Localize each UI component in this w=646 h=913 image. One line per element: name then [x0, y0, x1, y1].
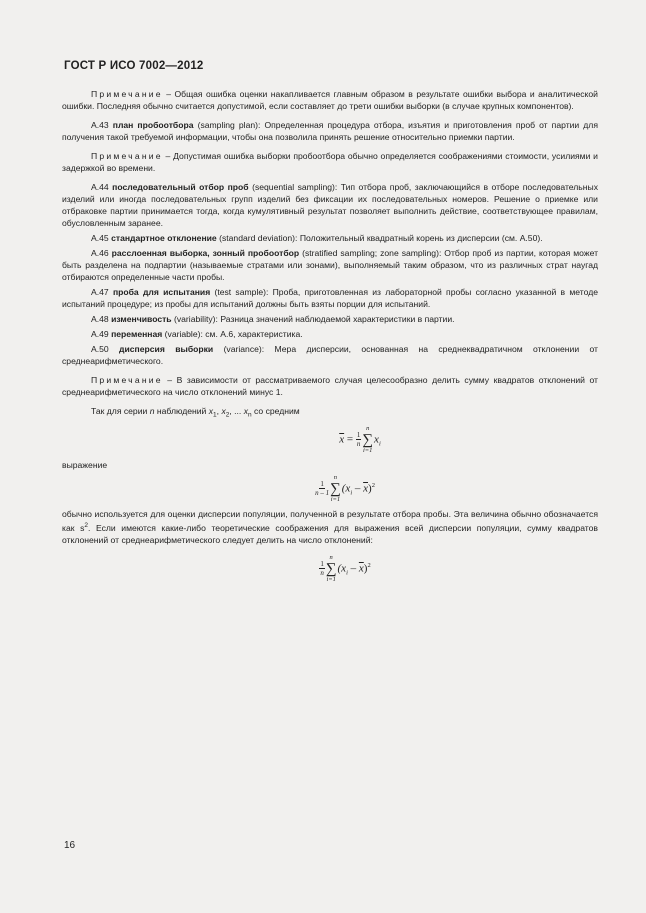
mean-symbol: $\overline{x}$ [339, 433, 345, 446]
note-text: – Допустимая ошибка выборки пробоотбора обычно определяется соображениями стоимости, усилиями и задержкой во времени. [62, 151, 598, 173]
denominator: n [356, 440, 361, 449]
note-text: – В зависимости от рассматриваемого случая целесообразно делить сумму квадратов отклонений от среднеарифметического на число отклонений минус 1. [62, 375, 598, 397]
lower-limit: i=1 [326, 575, 336, 583]
mean-formula [122, 425, 598, 455]
population-variance-formula [92, 554, 598, 584]
subscript: 2 [225, 411, 230, 419]
exponent: 2 [367, 561, 371, 569]
term: изменчивость [111, 314, 172, 324]
note-label: Примечание [91, 151, 163, 161]
definition-a48 [62, 313, 598, 325]
definition-a49 [62, 328, 598, 340]
subscript: i [346, 569, 348, 577]
note-paragraph [62, 374, 598, 398]
clause-number: А.45 [91, 233, 112, 243]
note-label: Примечание [91, 375, 163, 385]
document-body [62, 88, 598, 588]
definition-a44 [62, 181, 598, 229]
definition-text: (test sample): Проба, приготовленная из лабораторной пробы согласно указанной в методе испытаний процедуре; из пробы для испытаний должны быть взяты порции для испытаний. [62, 287, 598, 309]
mean-symbol: $\overline{x}$ [363, 482, 369, 495]
equals-sign: = [346, 433, 354, 446]
denominator: n [320, 569, 324, 578]
text: , ... [229, 406, 244, 416]
lower-limit: i=1 [330, 495, 341, 503]
definition-text: (stratified sampling; zone sampling): Отбор проб из партии, которая может быть разделена на подпартии (называемые стратами или зонами), выполняемый таким образом, что из различных страт наугад отбираются определенные части пробы. [62, 248, 598, 282]
upper-limit: n [329, 553, 333, 561]
summand: x [374, 433, 379, 446]
definition-text: (variable): см. А.6, характеристика. [162, 329, 303, 339]
sample-variance-formula [92, 474, 598, 504]
term: последовательный отбор проб [112, 182, 249, 192]
variable: x [221, 406, 226, 416]
minus-sign: – [352, 482, 364, 495]
term: расслоенная выборка, зонный пробоотбор [111, 248, 300, 258]
term: план пробоотбора [112, 120, 194, 130]
text: со средним [251, 406, 300, 416]
paren: ) [368, 482, 372, 495]
lower-limit: i=1 [362, 446, 373, 454]
variable: n [149, 406, 155, 416]
text: Так для серии [91, 406, 150, 416]
clause-number: А.43 [91, 120, 113, 130]
denominator: n – 1 [315, 489, 330, 498]
series-paragraph: Так для серии n наблюдений $x_1$, $x_2$, ... $x_n$ со средним [91, 406, 300, 419]
term: (x [341, 482, 351, 495]
note-label: Примечание [91, 89, 163, 99]
term: (x [337, 562, 347, 575]
variance-paragraph [62, 508, 598, 546]
fraction [315, 480, 329, 497]
upper-limit: n [333, 473, 338, 481]
clause-number: А.46 [91, 248, 112, 258]
subscript: i [378, 440, 381, 448]
definition-a47 [62, 286, 598, 310]
definition-text: (variability): Разница значений наблюдаемой характеристики в партии. [171, 314, 455, 324]
fraction [319, 560, 325, 577]
clause-number: А.48 [91, 314, 112, 324]
fraction [356, 431, 362, 448]
term: дисперсия выборки [119, 344, 214, 354]
text: . Если имеются какие-либо теоретические соображения для выражения всей дисперсии популяции, сумму квадратов отклонений от среднеарифметического следует делить на число отклонений: [62, 522, 598, 545]
definition-a46 [62, 247, 598, 283]
note-text: – Общая ошибка оценки накапливается главным образом в результате ошибки выбора и аналитической ошибки. Последняя обычно считается допустимой, если составляет до трети ошибки выборки (в случае крупных компонентов). [62, 89, 598, 111]
definition-a50 [62, 343, 598, 367]
exponent: 2 [84, 521, 88, 529]
clause-number: А.49 [91, 329, 112, 339]
text: наблюдений [154, 406, 209, 416]
definition-text: (variance): Мера дисперсии, основанная на среднеквадратичном отклонении от среднеарифметического. [62, 344, 598, 366]
numerator: 1 [320, 480, 324, 489]
expression-label: выражение [62, 459, 108, 470]
sum-sign: n ∑ i=1 [362, 424, 374, 454]
page-number: 16 [64, 840, 76, 851]
note-paragraph [62, 150, 598, 174]
definition-text: (sampling plan): Определенная процедура отбора, изъятия и приготовления проб от партии для получения такой требуемой информации, чтобы она позволила принять решение относительно приемки партии. [62, 120, 598, 142]
variable: x [243, 406, 248, 416]
sum-sign: n ∑ i=1 [330, 473, 341, 503]
sum-sign: n ∑ i=1 [325, 553, 337, 583]
minus-sign: – [347, 562, 359, 575]
definition-text: (standard deviation): Положительный квадратный корень из дисперсии (см. А.50). [216, 233, 543, 243]
clause-number: А.44 [91, 182, 113, 192]
subscript: i [350, 489, 353, 497]
upper-limit: n [366, 424, 370, 432]
clause-number: А.47 [91, 287, 113, 297]
document-header: ГОСТ Р ИСО 7002—2012 [64, 60, 204, 72]
numerator: 1 [320, 560, 324, 569]
numerator: 1 [356, 431, 361, 440]
definition-text: (sequential sampling): Тип отбора проб, заключающийся в отборе последовательных изделий или иногда последовательных групп изделий без фиксации их последовательных номеров. Решение о приемке или отбраковке партии принимается тогда, когда кумулятивный результат позволяет выполнить действие, соответствующее правилам, обусловленным заранее. [62, 182, 598, 228]
paren: ) [363, 562, 368, 575]
text: обычно используется для оценки дисперсии популяции, полученной в результате отбора пробы. Эта величина обычно обозначается как s [62, 508, 598, 533]
definition-a43 [62, 119, 598, 143]
exponent: 2 [371, 481, 375, 489]
term: проба для испытания [112, 287, 211, 297]
subscript: n [248, 411, 252, 419]
mean-symbol: $\overline{x}$ [358, 562, 364, 575]
variable: x [208, 406, 214, 416]
definition-a45 [62, 232, 598, 244]
note-paragraph [62, 88, 598, 112]
clause-number: А.50 [91, 344, 120, 354]
term: переменная [111, 329, 163, 339]
subscript: 1 [213, 411, 217, 419]
term: стандартное отклонение [111, 233, 217, 243]
